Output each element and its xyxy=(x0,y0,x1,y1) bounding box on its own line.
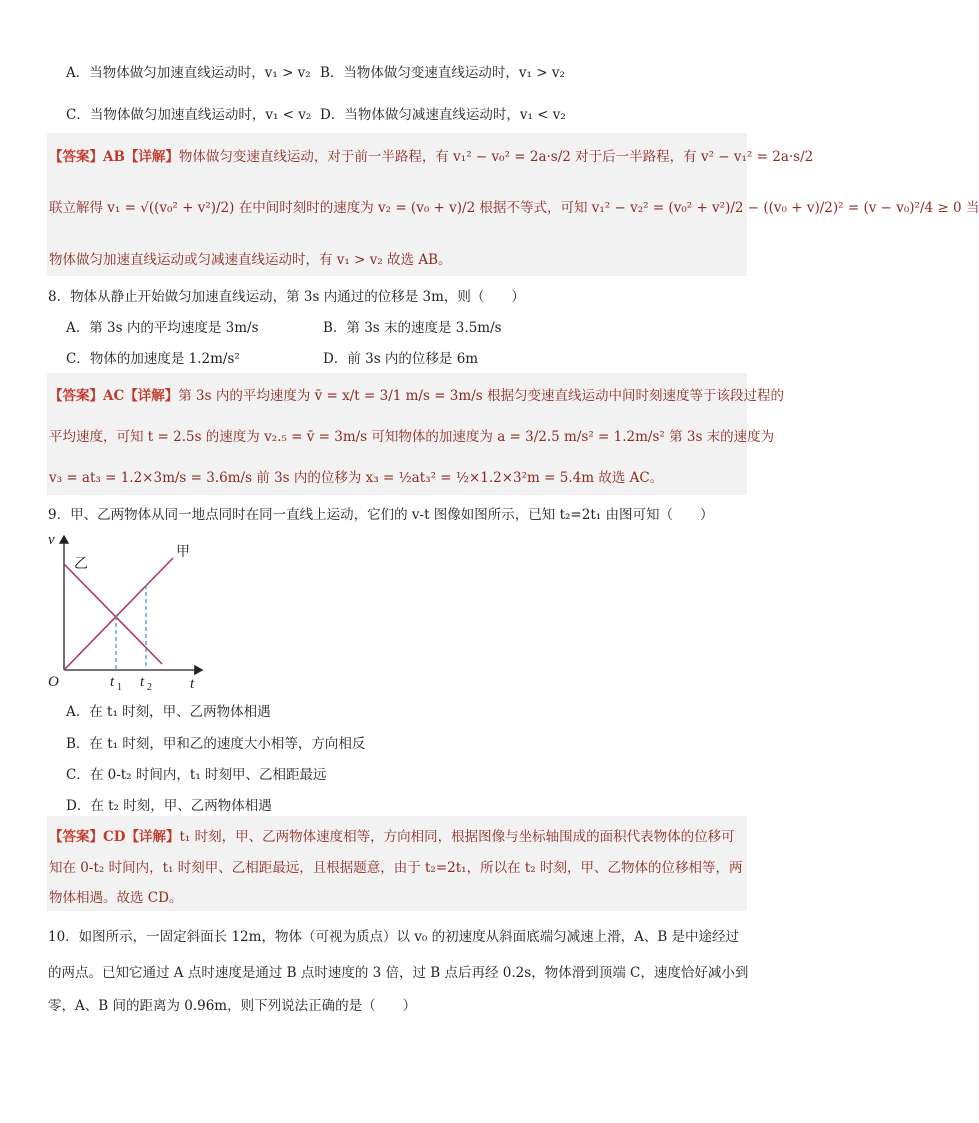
q8-answer-line-1: 【答案】AC【详解】第 3s 内的平均速度为 v̄ = x/t = 3/1 m/s = 3m/s 根据匀变速直线运动中间时刻速度等于该段过程的 xyxy=(49,388,784,404)
q8-answer-line-2: 平均速度，可知 t = 2.5s 的速度为 v₂.₅ = v̄ = 3m/s 可知物体的加速度为 a = 3/2.5 m/s² = 1.2m/s² 第 3s 末的速度为 xyxy=(49,429,775,445)
q7-answer-line-3: 物体做匀加速直线运动或匀减速直线运动时，有 v₁ > v₂ 故选 AB。 xyxy=(49,252,452,268)
q8-answer-tag: 【答案】AC【详解】 xyxy=(49,388,179,404)
q9-answer-line-1: 【答案】CD【详解】t₁ 时刻，甲、乙两物体速度相等，方向相同，根据图像与坐标轴围成的面积代表物体的位移可 xyxy=(49,829,735,845)
q7-option-d: D．当物体做匀减速直线运动时，v₁ < v₂ xyxy=(320,107,566,123)
yi-label: 乙 xyxy=(74,556,88,572)
origin-label: O xyxy=(48,674,59,690)
q8-option-a: A．第 3s 内的平均速度是 3m/s xyxy=(66,320,259,336)
jia-label: 甲 xyxy=(176,544,190,560)
q10-line-3: 零，A、B 间的距离为 0.96m，则下列说法正确的是（ ） xyxy=(48,998,417,1014)
t1-tick-sub: 1 xyxy=(117,682,122,693)
line-yi xyxy=(64,564,162,664)
q8-stem: 8．物体从静止开始做匀加速直线运动，第 3s 内通过的位移是 3m，则（ ） xyxy=(48,289,525,305)
q9-vt-graph xyxy=(42,528,212,694)
q9-option-a: A．在 t₁ 时刻，甲、乙两物体相遇 xyxy=(66,704,271,720)
q8-answer-line-3: v₃ = at₃ = 1.2×3m/s = 3.6m/s 前 3s 内的位移为 x₃ = ½at₃² = ½×1.2×3²m = 5.4m 故选 AC。 xyxy=(49,470,664,486)
q9-option-c: C．在 0-t₂ 时间内，t₁ 时刻甲、乙相距最远 xyxy=(66,767,327,783)
q7-answer-tag: 【答案】AB【详解】 xyxy=(49,149,179,165)
q7-option-c: C．当物体做匀加速直线运动时，v₁ < v₂ xyxy=(66,107,312,123)
v-axis-label: v xyxy=(48,532,55,548)
q8-option-b: B．第 3s 末的速度是 3.5m/s xyxy=(323,320,502,336)
q9-answer-line-2: 知在 0-t₂ 时间内，t₁ 时刻甲、乙相距最远，且根据题意，由于 t₂=2t₁，所以在 t₂ 时刻，甲、乙物体的位移相等，两 xyxy=(49,860,743,876)
t2-tick-label: t xyxy=(140,674,145,690)
q10-line-1: 10．如图所示，一固定斜面长 12m，物体（可视为质点）以 v₀ 的初速度从斜面底端匀减速上滑，A、B 是中途经过 xyxy=(48,929,740,945)
q9-answer-tag: 【答案】CD【详解】 xyxy=(49,829,180,845)
q7-option-b: B．当物体做匀变速直线运动时，v₁ > v₂ xyxy=(320,65,565,81)
q8-option-d: D．前 3s 内的位移是 6m xyxy=(323,351,479,367)
t-axis-label: t xyxy=(190,676,195,692)
q9-stem: 9．甲、乙两物体从同一地点同时在同一直线上运动，它们的 v-t 图像如图所示，已知 t₂=2t₁ 由图可知（ ） xyxy=(48,507,714,523)
q10-line-2: 的两点。已知它通过 A 点时速度是通过 B 点时速度的 3 倍，过 B 点后再经 0.2s，物体滑到顶端 C，速度恰好减小到 xyxy=(48,965,749,981)
q9-option-b: B．在 t₁ 时刻，甲和乙的速度大小相等，方向相反 xyxy=(66,736,366,752)
line-jia xyxy=(64,558,173,670)
q7-answer-line-1: 【答案】AB【详解】物体做匀变速直线运动，对于前一半路程，有 v₁² − v₀² = 2a·s/2 对于后一半路程，有 v² − v₁² = 2a·s/2 xyxy=(49,149,814,165)
q9-option-d: D．在 t₂ 时刻，甲、乙两物体相遇 xyxy=(66,798,272,814)
t1-tick-label: t xyxy=(110,674,115,690)
q7-answer-line-2: 联立解得 v₁ = √((v₀² + v²)/2) 在中间时刻时的速度为 v₂ = (v₀ + v)/2 根据不等式，可知 v₁² − v₂² = (v₀² + v²)/2 − ((v₀ + v)/2)² = (v − v₀)²/4 ≥ 0 当 xyxy=(49,200,979,216)
q7-option-a: A．当物体做匀加速直线运动时，v₁ > v₂ xyxy=(66,65,311,81)
q8-option-c: C．物体的加速度是 1.2m/s² xyxy=(66,351,240,367)
t2-tick-sub: 2 xyxy=(147,682,152,693)
q9-answer-line-3: 物体相遇。故选 CD。 xyxy=(49,890,183,906)
